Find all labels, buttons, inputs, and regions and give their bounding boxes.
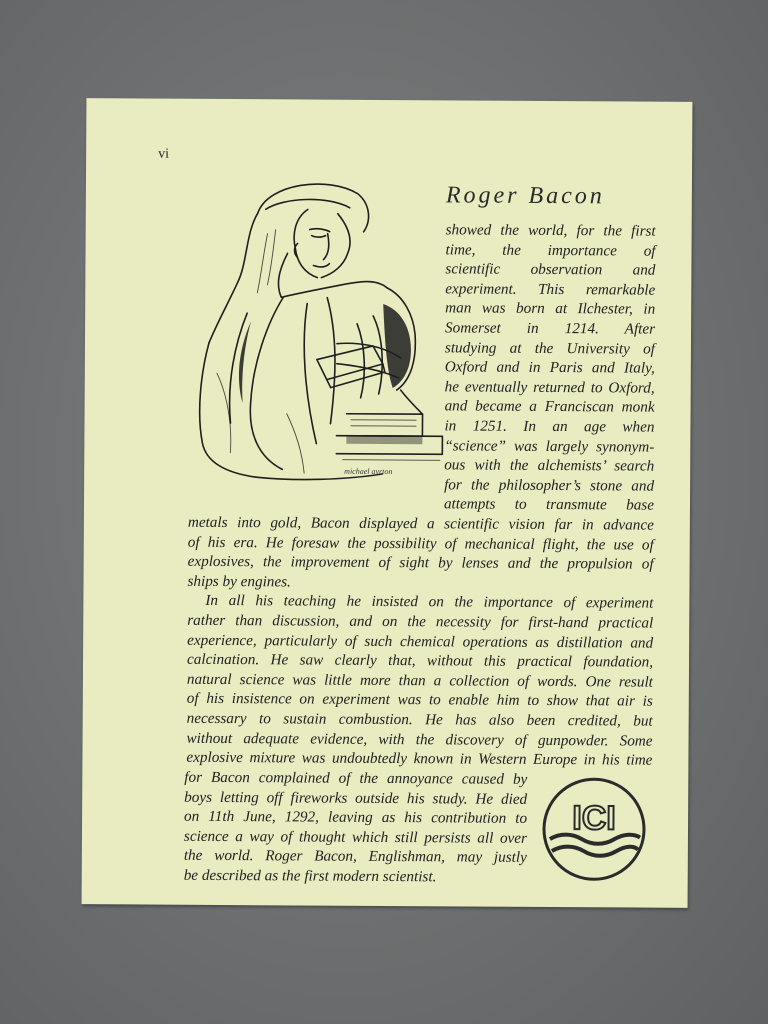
text-line: boys letting off fireworks outside his study. He died	[184, 788, 528, 808]
text-line: he eventually returned to Oxford,	[444, 378, 655, 397]
advertisement-page	[82, 98, 693, 908]
text-line: studying at the University of	[444, 338, 655, 358]
logo-text: ICI	[572, 799, 616, 838]
monk-portrait-icon	[186, 173, 448, 495]
text-line: calcination. He saw clearly that, without this practical foundation,	[186, 650, 654, 671]
artist-signature: michael ayrton	[344, 466, 393, 477]
page-number: vi	[158, 146, 170, 162]
text-line: of his insistence on experiment was to enable him to show that air is	[186, 690, 653, 710]
ici-logo-icon	[540, 775, 649, 884]
text-line: be described as the first modern scientist.	[183, 866, 437, 886]
text-line: in 1251. In an age when	[444, 417, 655, 436]
text-line: the world. Roger Bacon, Englishman, may justly	[183, 847, 527, 867]
text-line: metals into gold, Bacon displayed a scientific vision far in advance	[187, 513, 654, 534]
text-line: experience, particularly of such chemical operations as distillation and	[187, 631, 654, 652]
text-line: science a way of thought which still persists all over	[183, 827, 528, 847]
text-line: attempts to transmute base	[443, 495, 655, 514]
text-line: “science” was largely synonym-	[444, 436, 655, 456]
text-line: of his era. He foresaw the possibility of mechanical flight, the use of	[187, 533, 654, 554]
right-column-text	[444, 220, 656, 515]
text-line: rather than discussion, and on the necessity for first-hand practical	[187, 611, 654, 632]
text-line: showed the world, for the first	[445, 221, 656, 240]
text-line: ships by engines.	[187, 572, 291, 591]
text-line: Somerset in 1214. After	[445, 319, 656, 338]
page-title: Roger Bacon	[445, 182, 605, 210]
closing-text	[184, 768, 528, 888]
text-line: on 11th June, 1292, leaving as his contribution to	[184, 807, 528, 828]
text-line: necessary to sustain combustion. He has also been credited, but	[186, 709, 653, 730]
text-line: man was born at Ilchester, in	[445, 299, 656, 319]
full-width-text	[186, 513, 654, 771]
text-line: and became a Franciscan monk	[444, 397, 655, 416]
text-line: natural science was little more than a collection of words. One result	[186, 670, 653, 691]
text-line: without adequate evidence, with the discovery of gunpowder. Some	[186, 729, 653, 750]
text-line: Oxford and in Paris and Italy,	[444, 358, 655, 377]
text-line: time, the importance of	[445, 240, 656, 260]
text-line: In all his teaching he insisted on the importance of experiment	[205, 592, 654, 613]
text-line: experiment. This remarkable	[445, 280, 656, 299]
text-line: for Bacon complained of the annoyance caused by	[184, 768, 528, 788]
text-line: scientific observation and	[445, 260, 656, 279]
text-line: for the philosopher’s stone and	[444, 476, 655, 495]
text-line: explosives, the improvement of sight by lenses and the propulsion of	[187, 552, 654, 573]
text-line: ous with the alchemists’ search	[444, 456, 655, 475]
text-line: explosive mixture was undoubtedly known in Western Europe in his time	[186, 748, 653, 769]
